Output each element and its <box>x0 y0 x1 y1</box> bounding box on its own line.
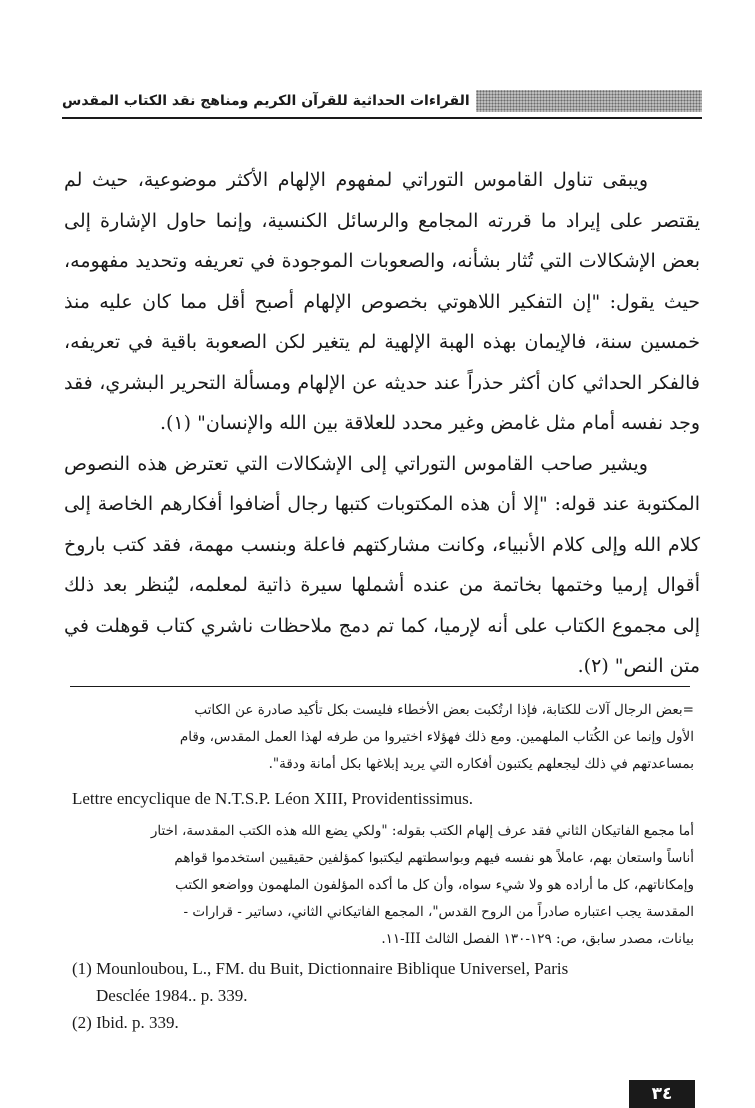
footnote-line: أما مجمع الفاتيكان الثاني فقد عرف إلهام الكتب بقوله: "ولكي يضع الله هذه الكتب المقدسة، اختار <box>150 823 694 839</box>
footnote-rule <box>70 686 690 687</box>
reference-2: (2) Ibid. p. 339. <box>72 1013 179 1032</box>
footnote-line: بمساعدتهم في ذلك ليجعلهم يكتبون أفكاره التي يريد إبلاغها بكل أمانة ودقة". <box>268 756 694 772</box>
footnote-latin-reference <box>72 785 702 812</box>
header-shade-bar <box>476 90 702 112</box>
footnote-arabic-vatican <box>70 818 694 953</box>
latin-ref-line: Lettre encyclique de N.T.S.P. Léon XIII, Providentissimus. <box>72 789 473 808</box>
footnote-line: الأول وإنما عن الكُتاب الملهمين. ومع ذلك فهؤلاء اختيروا من طرفه لهذا العمل المقدس، وقام <box>179 729 694 745</box>
running-header <box>62 86 702 116</box>
footnote-line: المقدسة يجب اعتباره صادراً من الروح القدس"، المجمع الفاتيكاني الثاني، دساتير - قرارات - <box>183 904 694 920</box>
paragraph-1: ويبقى تناول القاموس التوراتي لمفهوم الإلهام الأكثر موضوعية، حيث لم يقتصر على إيراد ما قررته المجامع والرسائل الكنسية، وإنما حاول الإشارة إلى بعض الإشكالات التي تُثار بشأنه، والصعوبات الموجودة في تعريفه وتحديد مفهومه، حيث يقول: "إن التفكير اللاهوتي بخصوص الإلهام أصبح أقل مما كان عليه منذ خمسين سنة، فالإيمان بهذه الهبة الإلهية لم يتغير لكن الصعوبة باقية في تعريفه، فالفكر الحداثي كان أكثر حذراً عند حديثه عن الإلهام ومسألة التحرير البشري، فقد وجد نفسه أمام مثل غامض وغير محدد للعلاقة بين الله والإنسان" (١). <box>64 169 700 434</box>
footnote-line: أناساً واستعان بهم، عاملاً هو نفسه فيهم وبواسطتهم ليكتبوا كمؤلفين حقيقيين استخدموا قواهم <box>174 850 694 866</box>
footnote-line: بيانات، مصدر سابق، ص: ١٢٩-١٣٠ الفصل الثالث III-١١. <box>381 931 694 947</box>
footnote-line: =بعض الرجال آلات للكتابة، فإذا ارتُكبت بعض الأخطاء فليست بكل تأكيد صادرة عن الكاتب <box>194 702 694 718</box>
main-text <box>64 160 700 687</box>
header-title: القراءات الحداثية للقرآن الكريم ومناهج نقد الكتاب المقدس <box>62 93 470 109</box>
footnote-arabic-continued <box>70 697 694 778</box>
reference-1: (1) Mounloubou, L., FM. du Buit, Dictionnaire Biblique Universel, Paris <box>72 959 569 978</box>
footnote-line: وإمكاناتهم، كل ما أراده هو ولا شيء سواه، وأن كل ما أكده المؤلفون الملهمون وواضعو الكتب <box>175 877 694 893</box>
footnote-references <box>72 955 702 1036</box>
page-number: ٣٤ <box>629 1080 695 1108</box>
reference-1-cont: Desclée 1984.. p. 339. <box>96 986 248 1005</box>
paragraph-2: ويشير صاحب القاموس التوراتي إلى الإشكالات التي تعترض هذه النصوص المكتوبة عند قوله: "إلا أن هذه المكتوبات كتبها رجال أضافوا أفكارهم الخاصة إلى كلام الله وإلى كلام الأنبياء، وكانت مشاركتهم فاعلة وبنسب مهمة، فقد كتب باروخ أقوال إرميا وختمها بخاتمة من عنده أشملها سيرة ذاتية لمعلمه، ليُنظر بعد ذلك إلى مجموع الكتاب على أنه لإرميا، كما تم دمج ملاحظات ناشري كتاب قوهلت في متن النص" (٢). <box>64 452 700 677</box>
header-rule <box>62 117 702 119</box>
